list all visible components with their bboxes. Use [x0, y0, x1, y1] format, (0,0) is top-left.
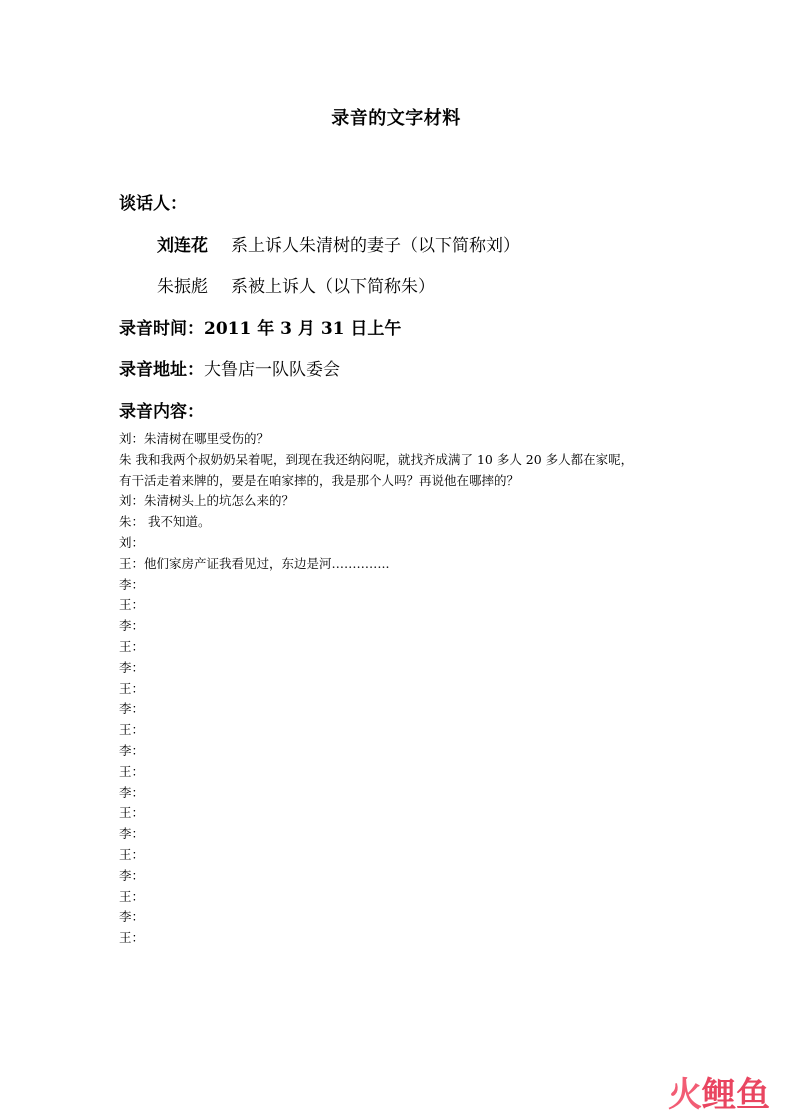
- participant-row: [157, 272, 435, 297]
- participant-description: 系被上诉人（以下简称朱）: [231, 277, 435, 297]
- transcript-line: 王：: [119, 680, 145, 696]
- transcript-line: 王：他们家房产证我看见过，东边是河…………..: [119, 555, 390, 571]
- transcript-line: 王：: [119, 638, 145, 654]
- transcript-line: 李：: [119, 826, 145, 842]
- participants-heading: [119, 189, 187, 214]
- transcript-line: 李：: [119, 701, 145, 717]
- watermark-part1: 火: [668, 1075, 702, 1115]
- transcript-line: 王：: [119, 846, 145, 862]
- transcript: [119, 429, 679, 949]
- transcript-line: 李：: [119, 784, 145, 800]
- recording-location: [119, 355, 340, 380]
- participant-row: [157, 231, 520, 256]
- transcript-line: 王：: [119, 805, 145, 821]
- transcript-line: 李：: [119, 659, 145, 675]
- recording-location-label: 录音地址：: [119, 360, 204, 380]
- transcript-line: 王：: [119, 722, 145, 738]
- transcript-line: 王：: [119, 597, 145, 613]
- recording-location-value: 大鲁店一队队委会: [204, 360, 340, 380]
- transcript-line: 王：: [119, 888, 145, 904]
- recording-time-value: 2011 年 3 月 31 日上午: [204, 319, 402, 339]
- transcript-line: 李：: [119, 867, 145, 883]
- recording-time: [119, 314, 401, 339]
- participant-description: 系上诉人朱清树的妻子（以下简称刘）: [231, 236, 520, 256]
- document-title: 录音的文字材料: [331, 108, 461, 129]
- transcript-line: 王：: [119, 763, 145, 779]
- participant-name: 朱振彪: [157, 277, 208, 297]
- transcript-line: 朱 我和我两个叔奶奶呆着呢，到现在我还纳闷呢，就找齐成满了 10 多人 20 多人都在家呢，: [119, 451, 634, 467]
- transcript-line: 刘：朱清树头上的坑怎么来的？: [119, 493, 295, 509]
- transcript-line: 刘：: [119, 534, 145, 550]
- recording-time-label: 录音时间：: [119, 319, 204, 339]
- transcript-line: 李：: [119, 909, 145, 925]
- watermark-part2: 鲤鱼: [702, 1075, 770, 1115]
- participant-name: 刘连花: [157, 236, 208, 256]
- transcript-line: 有干活走着来牌的，要是在咱家摔的，我是那个人吗？再说他在哪摔的？: [119, 472, 520, 488]
- participants-label: 谈话人：: [119, 194, 187, 214]
- transcript-line: 刘：朱清树在哪里受伤的？: [119, 431, 270, 446]
- transcript-line: 李：: [119, 576, 145, 592]
- transcript-line: 李：: [119, 618, 145, 634]
- content-label: 录音内容：: [119, 402, 204, 422]
- transcript-line: 李：: [119, 742, 145, 758]
- transcript-line: 王：: [119, 930, 145, 946]
- content-heading: [119, 397, 204, 422]
- watermark-logo: [668, 1067, 770, 1116]
- transcript-line: 朱： 我不知道。: [119, 514, 211, 530]
